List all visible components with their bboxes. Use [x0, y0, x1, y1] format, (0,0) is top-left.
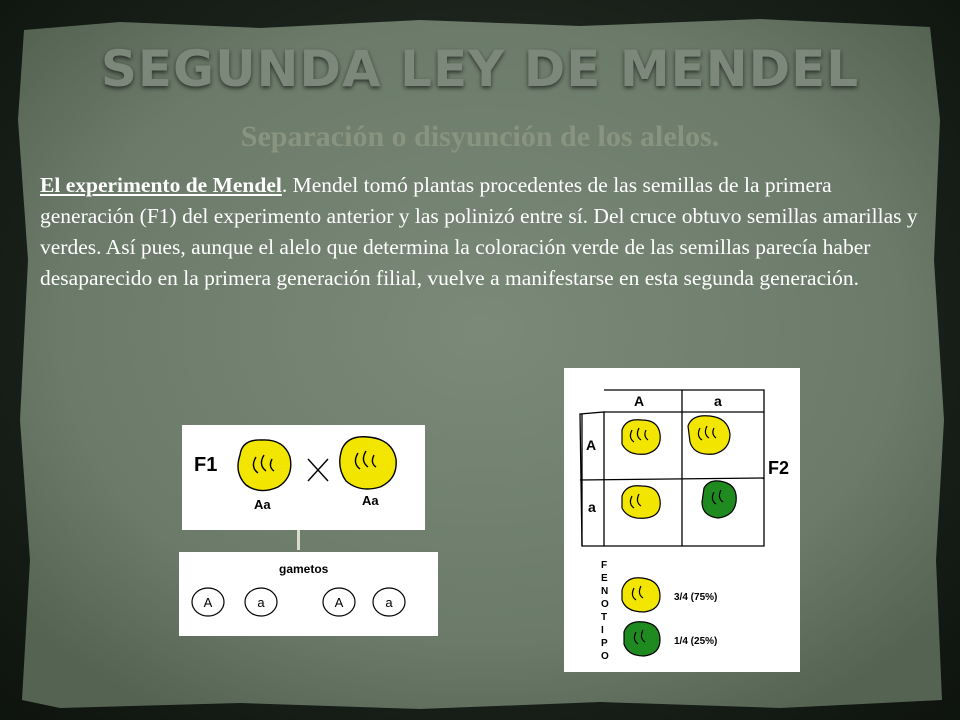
f2-label: F2	[768, 458, 790, 478]
f1-gametes-connector	[297, 530, 300, 550]
gametes-title: gametos	[279, 562, 329, 576]
phenotype-letter: E	[601, 573, 608, 584]
f1-seed-right	[340, 437, 396, 489]
phenotype-letter: O	[601, 599, 609, 610]
gamete-2	[245, 588, 277, 616]
gamete-2-allele: a	[257, 595, 265, 610]
col-header-2: a	[714, 393, 722, 409]
gamete-3	[323, 588, 355, 616]
gamete-1-allele: A	[203, 595, 213, 610]
f1-cross-figure	[182, 425, 425, 530]
gamete-4-allele: a	[385, 595, 393, 610]
experiment-lead: El experimento de Mendel	[40, 173, 282, 197]
f2-punnett-figure	[564, 368, 800, 672]
gamete-1	[192, 588, 224, 616]
phenotype-label	[601, 560, 609, 662]
col-header-1: A	[634, 393, 645, 409]
punnett-cell-aa	[702, 481, 736, 518]
gamete-4	[373, 588, 405, 616]
phenotype-letter: P	[601, 638, 608, 649]
phenotype-letter: N	[601, 586, 609, 597]
punnett-grid	[580, 390, 764, 546]
punnett-cell-Aa-bottom	[622, 486, 660, 519]
punnett-cell-AA	[622, 420, 660, 455]
slide-subtitle: Separación o disyunción de los alelos.	[240, 120, 720, 153]
slide-title: SEGUNDA LEY DE MENDEL	[100, 40, 860, 98]
row-header-2: a	[588, 499, 596, 515]
phenotype-green-ratio: 1/4 (25%)	[674, 636, 718, 647]
phenotype-yellow-seed	[622, 578, 660, 612]
phenotype-letter: T	[601, 612, 608, 623]
f1-label: F1	[194, 454, 218, 476]
phenotype-letter: O	[601, 651, 609, 662]
phenotype-yellow-ratio: 3/4 (75%)	[674, 592, 718, 603]
experiment-paragraph	[40, 170, 930, 294]
f1-seed-right-genotype: Aa	[362, 493, 379, 508]
phenotype-letter: I	[601, 625, 604, 636]
gametes-figure	[179, 552, 438, 636]
f1-seed-left	[238, 440, 291, 491]
f1-seed-left-genotype: Aa	[254, 497, 271, 512]
phenotype-green-seed	[624, 622, 660, 656]
phenotype-letter: F	[601, 560, 608, 571]
punnett-cell-Aa-top	[688, 416, 730, 455]
row-header-1: A	[586, 437, 597, 453]
experiment-text: . Mendel tomó plantas procedentes de las semillas de la primera generación (F1) del experimento anterior y las polinizó entre sí. Del cruce obtuvo semillas amarillas y verdes. Así pues, aunque el alelo que determina la coloración verde de las semillas parecía haber desaparecido en la primera generación filial, vuelve a manifestarse en esta segunda generación.	[40, 173, 918, 290]
f1-cross-symbol	[308, 459, 328, 481]
gamete-3-allele: A	[334, 595, 344, 610]
